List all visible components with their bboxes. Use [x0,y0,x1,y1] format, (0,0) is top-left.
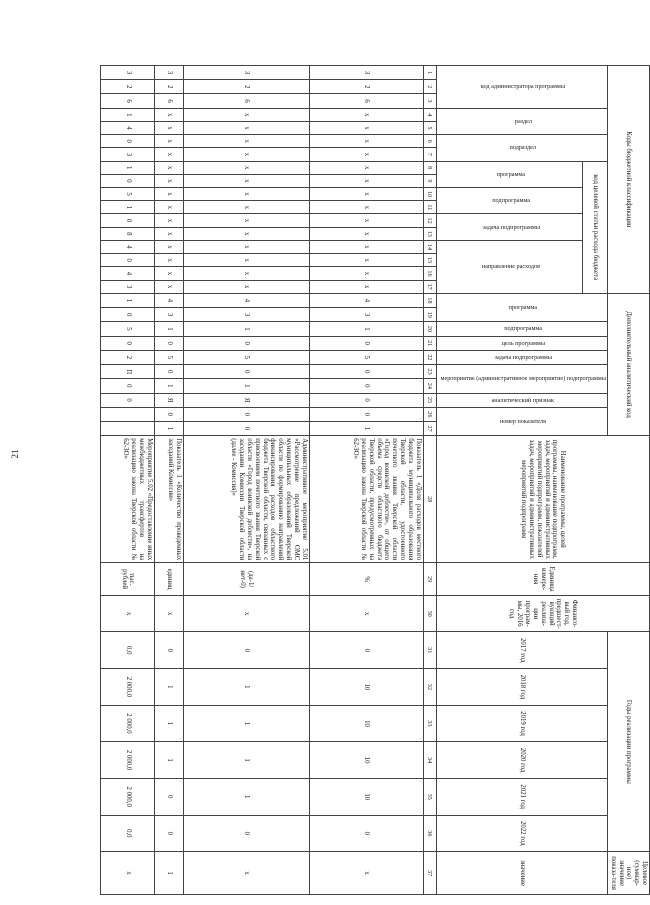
row-name: Административное мероприятие 5.01 «Рассмотрение предложений ОМС муниципальных образований Тверской области по формированию направлений финансирования расходов областного бюджета Тверской области, связанных с присвоением почетного звания Тверской области «Город воинской доблести», на заседании Комиссии Тверской области (далее - Комиссия)» [183,436,309,563]
years-header: Годы реализации программы [607,632,649,852]
code-cell: x [154,240,183,253]
row-year-value: 0 [154,778,183,815]
code-cell: 3 [154,66,183,80]
code-cell: 1 [154,421,183,435]
code-cell: 6 [309,94,423,108]
code-cell: x [154,214,183,227]
subprog-header: подпрограмма [436,322,607,336]
col-num: 20 [423,322,436,336]
code-cell: x [183,188,309,201]
subsection-header: подраздел [436,135,607,161]
code-cell: 1 [183,379,309,393]
col-num: 19 [423,308,436,322]
code-cell: x [309,201,423,214]
code-cell: 0 [183,336,309,350]
prog-header: программа [436,293,607,321]
code-cell: Я [183,393,309,407]
row-year-value: 1 [183,705,309,742]
code-cell: x [309,161,423,174]
table-row [309,66,423,895]
code-cell: x [183,108,309,121]
row-year-value: 1 [183,778,309,815]
col-num: 35 [423,778,436,815]
code-cell: x [309,135,423,148]
year-2019: 2019 год [436,705,607,742]
code-cell: x [309,148,423,161]
code-cell: 2 [101,350,154,364]
code-cell: 4 [183,293,309,307]
code-cell: 0 [101,379,154,393]
code-cell: x [183,240,309,253]
code-cell: Я [154,393,183,407]
code-cell: 5 [309,350,423,364]
code-cell: 4 [101,240,154,253]
page-body [90,0,650,905]
code-cell: x [309,254,423,267]
subprog-task-header: задача подпрограммы [436,350,607,364]
analytic-code-header: Дополнительный аналитический код [607,293,649,435]
col-num: 2 [423,80,436,94]
row-target: x [309,852,423,895]
row-year-value: 1 [154,742,183,779]
col-num: 16 [423,267,436,280]
row-year-value: 0 [154,632,183,669]
page-number: 21 [10,449,20,459]
code-cell: 0 [183,407,309,421]
col-num: 5 [423,121,436,134]
code-cell: x [309,108,423,121]
code-cell: 0 [101,336,154,350]
code-cell: x [183,135,309,148]
col-num: 32 [423,669,436,706]
col-num: 36 [423,815,436,852]
row-name: Показатель 1 «Доля расходов местного бюджета муниципального образования Тверской области, удостоенного почетного звания Тверской области «Город воинской доблести», от общего объема средств областного бюджета Тверской области, предусмотренных на реализацию закона Тверской области № 62-ЗО» [309,436,423,563]
row-year-value: 0 [183,632,309,669]
col-num: 13 [423,227,436,240]
code-cell: 0 [309,365,423,379]
subprogram-task-code-header: задача подпрограммы [436,214,583,240]
code-cell: 6 [154,94,183,108]
row-year-value: 1 [183,669,309,706]
code-cell: 0 [154,365,183,379]
code-cell: 0 [183,365,309,379]
col-num: 8 [423,161,436,174]
indicator-num-header: номер показателя [436,407,607,435]
code-cell: x [154,108,183,121]
row-year-value: 0,0 [101,632,154,669]
code-cell: x [154,267,183,280]
code-cell: 0 [101,214,154,227]
code-cell: 3 [183,308,309,322]
code-cell: x [183,148,309,161]
code-cell: x [309,121,423,134]
row-year-value: 10 [309,669,423,706]
code-cell: 1 [101,293,154,307]
col-num: 1 [423,66,436,80]
target-value-header: значение [436,852,607,895]
code-cell: x [154,227,183,240]
code-cell: 1 [101,201,154,214]
row-year-value: 1 [183,742,309,779]
code-cell: 0 [154,407,183,421]
code-cell: x [154,161,183,174]
code-cell: 0 [101,174,154,187]
year-2022: 2022 год [436,815,607,852]
row-base-2016: x [183,595,309,632]
code-cell: 2 [183,80,309,94]
code-cell: 0 [101,308,154,322]
code-cell: x [154,135,183,148]
code-cell: 0 [101,254,154,267]
code-cell: 0 [183,421,309,435]
code-cell: 1 [309,322,423,336]
code-cell: 1 [154,379,183,393]
row-unit: % [309,563,423,596]
row-year-value: 1 [154,669,183,706]
table-row [154,66,183,895]
measure-header: мероприятие (административное мероприятие) подпрограммы [436,365,607,393]
subprogram-code-header: подпрограмма [436,188,583,214]
row-year-value: 10 [309,705,423,742]
code-cell: 5 [101,188,154,201]
year-2017: 2017 год [436,632,607,669]
row-base-2016: x [101,595,154,632]
code-cell: x [154,254,183,267]
col-num: 17 [423,280,436,293]
row-unit: тыс. рублей [101,563,154,596]
code-cell: 0 [309,336,423,350]
row-unit: единиц [154,563,183,596]
col-num: 14 [423,240,436,253]
code-cell [101,421,154,435]
code-cell: x [309,280,423,293]
col-num: 22 [423,350,436,364]
code-cell: 3 [309,308,423,322]
code-cell: x [183,201,309,214]
col-num: 3 [423,94,436,108]
code-cell: 5 [101,322,154,336]
code-cell: x [309,188,423,201]
code-cell: 1 [101,108,154,121]
code-cell: 6 [183,94,309,108]
code-cell: x [183,161,309,174]
col-num: 29 [423,563,436,596]
row-year-value: 2 000,0 [101,742,154,779]
code-cell: x [154,148,183,161]
col-num: 34 [423,742,436,779]
col-num: 9 [423,174,436,187]
row-base-2016: x [154,595,183,632]
code-cell: x [183,254,309,267]
col-num: 33 [423,705,436,742]
row-name: Показатель 1 «Количество проведенных заседаний Комиссии» [154,436,183,563]
col-num: 26 [423,407,436,421]
code-cell: 0 [154,336,183,350]
code-cell: 5 [183,350,309,364]
row-year-value: 1 [154,705,183,742]
code-cell: x [309,267,423,280]
row-unit: (да-1/ нет-0) [183,563,309,596]
row-base-2016: x [309,595,423,632]
row-year-value: 0 [309,815,423,852]
code-cell: 1 [101,161,154,174]
code-cell: x [154,280,183,293]
col-num: 4 [423,108,436,121]
code-cell: 3 [101,148,154,161]
target-header: Целевое (суммар-ное) значение показа-теля [607,852,649,895]
code-cell: 2 [154,80,183,94]
code-cell: 5 [154,350,183,364]
row-year-value: 2 000,0 [101,669,154,706]
program-table [100,65,650,895]
code-cell: x [154,188,183,201]
code-cell: 3 [101,280,154,293]
code-cell: x [154,201,183,214]
col-num: 37 [423,852,436,895]
col-num: 24 [423,379,436,393]
code-cell: x [309,240,423,253]
code-cell: x [154,174,183,187]
prog-goal-header: цель программы [436,336,607,350]
code-cell: 1 [309,421,423,435]
table-row [101,66,154,895]
unit-header: Единица измере-ния [436,563,649,596]
table-row [183,66,309,895]
code-cell: 0 [309,393,423,407]
code-cell: 3 [154,308,183,322]
section-header: раздел [436,108,607,134]
col-num: 18 [423,293,436,307]
code-cell: 3 [183,66,309,80]
admin-code-header: код администратора программы [436,66,607,109]
expense-direction-header: направление расходов [436,240,583,293]
code-cell: x [309,214,423,227]
code-cell: 4 [101,121,154,134]
table-body [101,66,423,895]
base-year-header: Финансо-вый год, предшест-вующий реализа-ции програм-мы, 2016 год [436,595,649,632]
code-cell: x [183,214,309,227]
row-year-value: 0 [309,632,423,669]
budget-codes-header: Коды бюджетной классификации [607,66,649,294]
row-target: x [183,852,309,895]
code-cell: x [183,121,309,134]
code-cell: 3 [309,66,423,80]
col-num: 10 [423,188,436,201]
column-numbers-row [423,66,436,895]
year-2020: 2020 год [436,742,607,779]
row-year-value: 0 [154,815,183,852]
code-cell: 2 [101,80,154,94]
name-header: Наименование программы, целей программы, наименование подпрограмм, задач, мероприятий и административных мероприятий подпрограмм, показателей задач, мероприятий и административных мероприятий подпрограмм [436,436,649,563]
row-year-value: 10 [309,778,423,815]
code-cell: П [101,365,154,379]
year-2018: 2018 год [436,669,607,706]
code-cell: x [309,227,423,240]
code-cell: 0 [309,407,423,421]
code-cell: 4 [309,293,423,307]
col-num: 7 [423,148,436,161]
row-target: x [101,852,154,895]
code-cell: x [183,174,309,187]
col-num: 27 [423,421,436,435]
year-2021: 2021 год [436,778,607,815]
row-year-value: 10 [309,742,423,779]
code-cell: x [309,174,423,187]
code-cell: 4 [101,267,154,280]
code-cell: x [183,227,309,240]
code-cell: 1 [183,322,309,336]
code-cell: 8 [101,227,154,240]
col-num: 25 [423,393,436,407]
row-name: Мероприятие 5.02 «Предоставление иных межбюджетных трансфертов на реализацию закона Тверской области № 62-ЗО» [101,436,154,563]
code-cell [101,407,154,421]
row-year-value: 2 000,0 [101,778,154,815]
code-cell: 3 [101,66,154,80]
row-year-value: 0,0 [101,815,154,852]
col-num: 31 [423,632,436,669]
code-cell: x [183,280,309,293]
code-cell: x [154,121,183,134]
col-num: 21 [423,336,436,350]
col-num: 12 [423,214,436,227]
target-article-header: код целевой статьи расхода бюджета [583,161,608,293]
col-num: 11 [423,201,436,214]
row-year-value: 0 [183,815,309,852]
col-num: 23 [423,365,436,379]
code-cell: 0 [101,393,154,407]
col-num: 30 [423,595,436,632]
code-cell: 6 [101,94,154,108]
row-target: 1 [154,852,183,895]
col-num: 28 [423,436,436,563]
program-code-header: программа [436,161,583,187]
code-cell: 1 [154,322,183,336]
row-year-value: 2 000,0 [101,705,154,742]
analytic-sign-header: аналитический признак [436,393,607,407]
code-cell: 0 [309,379,423,393]
code-cell: 0 [101,135,154,148]
code-cell: 4 [154,293,183,307]
col-num: 6 [423,135,436,148]
code-cell: 2 [309,80,423,94]
col-num: 15 [423,254,436,267]
code-cell: x [183,267,309,280]
